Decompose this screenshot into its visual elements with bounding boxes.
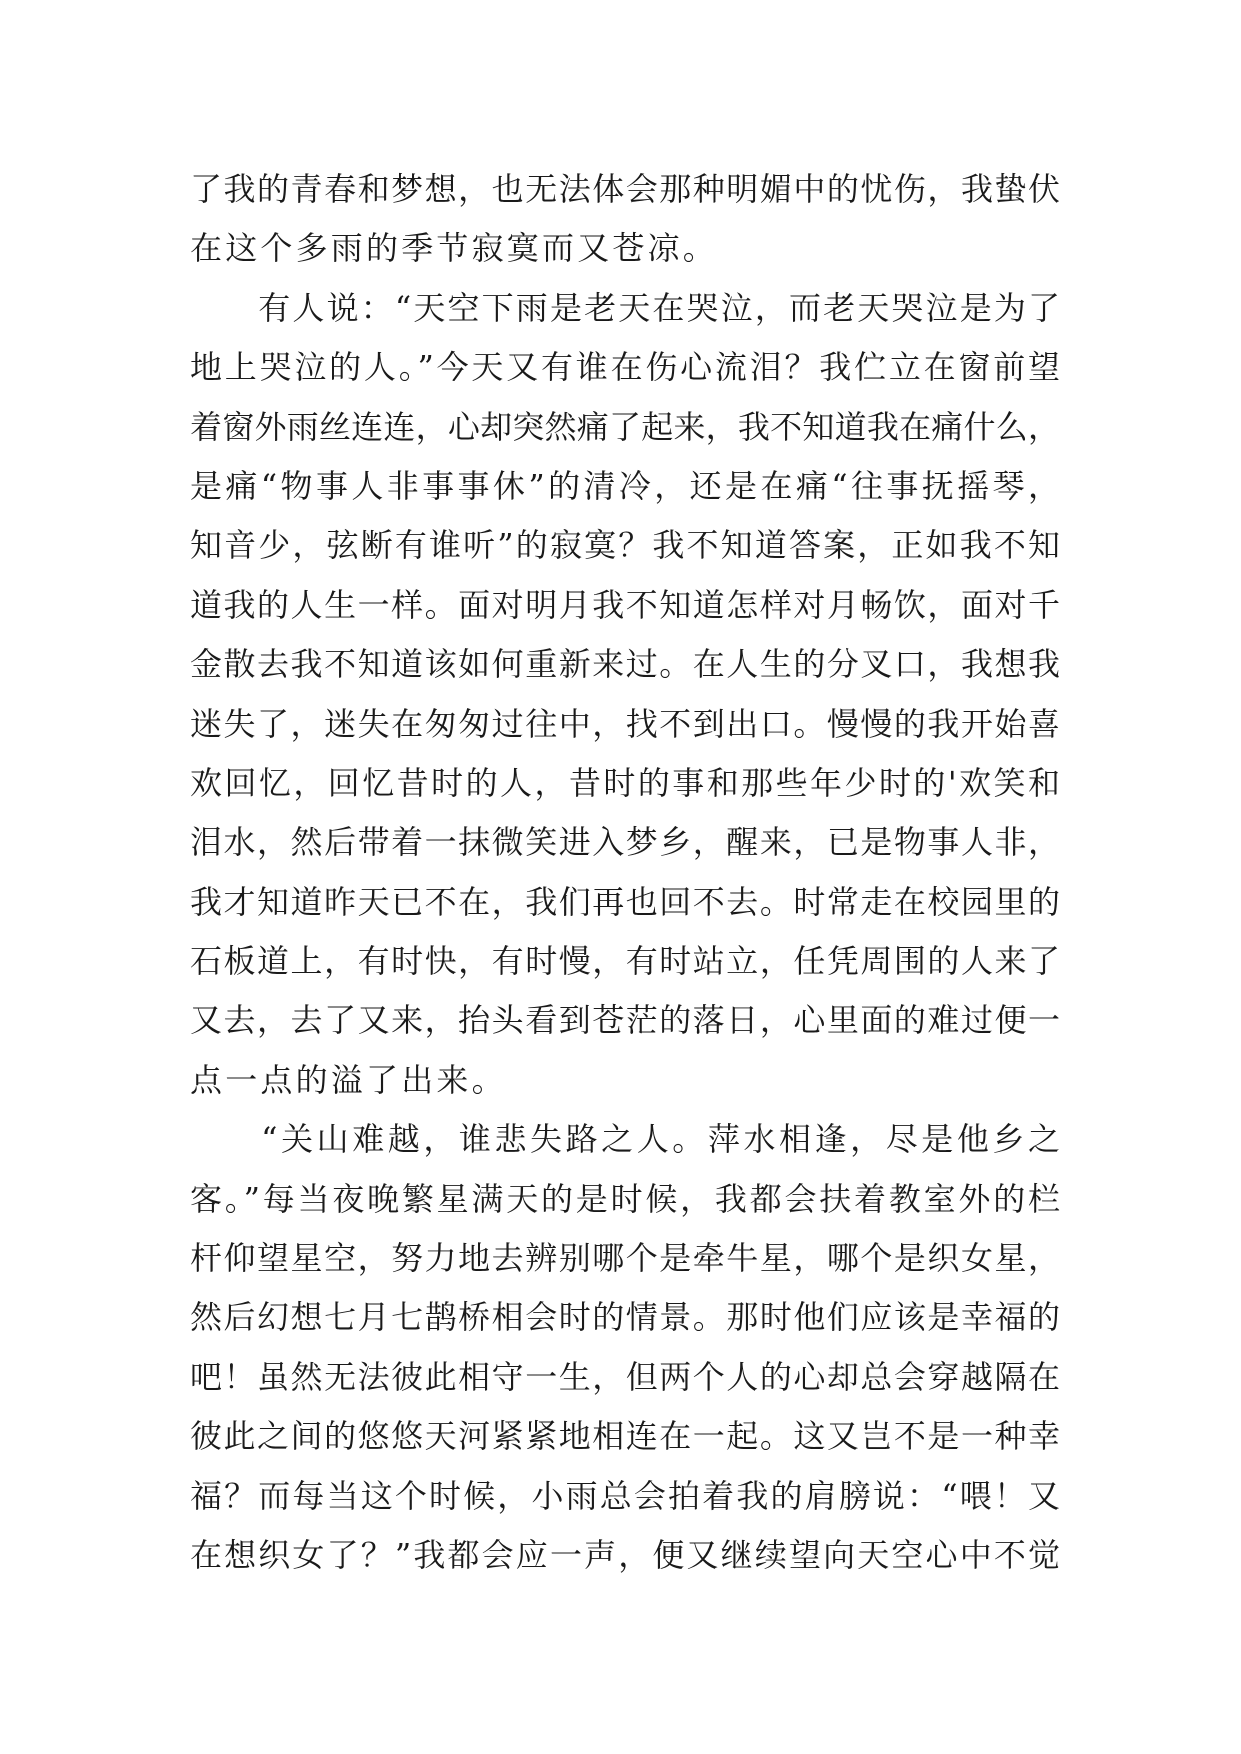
text-line: 在想织女了？”我都会应一声，便又继续望向天空心中不觉: [190, 1535, 1060, 1574]
text-line: 有人说：“天空下雨是老天在哭泣，而老天哭泣是为了: [190, 288, 1060, 327]
text-line: 福？而每当这个时候，小雨总会拍着我的肩膀说：“喂！又: [190, 1476, 1060, 1515]
text-line: 又去，去了又来，抬头看到苍茫的落日，心里面的难过便一: [190, 1001, 1060, 1040]
text-line: 客。”每当夜晚繁星满天的是时候，我都会扶着教室外的栏: [190, 1179, 1060, 1218]
text-line: 道我的人生一样。面对明月我不知道怎样对月畅饮，面对千: [190, 585, 1060, 624]
text-line: 然后幻想七月七鹊桥相会时的情景。那时他们应该是幸福的: [190, 1298, 1060, 1337]
text-line: 欢回忆，回忆昔时的人，昔时的事和那些年少时的'欢笑和: [190, 763, 1060, 802]
text-line: “关山难越，谁悲失路之人。萍水相逢，尽是他乡之: [190, 1120, 1060, 1159]
text-line: 吧！虽然无法彼此相守一生，但两个人的心却总会穿越隔在: [190, 1357, 1060, 1396]
text-line: 迷失了，迷失在匆匆过往中，找不到出口。慢慢的我开始喜: [190, 704, 1060, 743]
text-line: 了我的青春和梦想，也无法体会那种明媚中的忧伤，我蛰伏: [190, 170, 1060, 208]
text-line: 在这个多雨的季节寂寞而又苍凉。: [190, 229, 719, 268]
text-line: 知音少，弦断有谁听”的寂寞？我不知道答案，正如我不知: [190, 526, 1060, 565]
text-line: 点一点的溢了出来。: [190, 1060, 507, 1099]
text-line: 着窗外雨丝连连，心却突然痛了起来，我不知道我在痛什么，: [190, 407, 1060, 446]
text-line: 杆仰望星空，努力地去辨别哪个是牵牛星，哪个是织女星，: [190, 1239, 1060, 1278]
text-line: 是痛“物事人非事事休”的清冷，还是在痛“往事抚摇琴，: [190, 466, 1060, 505]
text-line: 彼此之间的悠悠天河紧紧地相连在一起。这又岂不是一种幸: [190, 1417, 1060, 1456]
text-line: 石板道上，有时快，有时慢，有时站立，任凭周围的人来了: [190, 942, 1060, 981]
text-line: 我才知道昨天已不在，我们再也回不去。时常走在校园里的: [190, 882, 1060, 921]
text-line: 地上哭泣的人。”今天又有谁在伤心流泪？我伫立在窗前望: [190, 348, 1060, 387]
document-body: [190, 160, 1060, 1585]
text-line: 泪水，然后带着一抹微笑进入梦乡，醒来，已是物事人非，: [190, 823, 1060, 862]
text-line: 金散去我不知道该如何重新来过。在人生的分叉口，我想我: [190, 645, 1060, 684]
